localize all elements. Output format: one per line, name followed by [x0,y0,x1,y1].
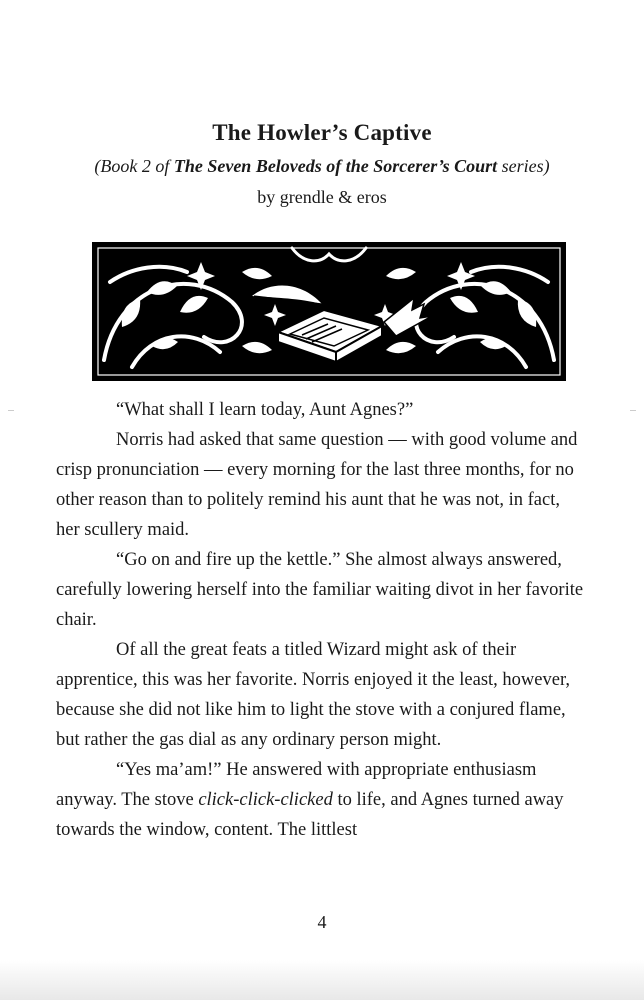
paragraph-segment: Of all the great feats a titled Wizard might ask of their apprentice, this was her favorite. Norris enjoyed it the least, however, because she did not like him to light the stove with a conjured flame, but rather the gas dial as any ordinary person might. [56,640,570,750]
right-edge-mark [630,410,636,411]
paragraph-2 [56,425,588,545]
page-bottom-shadow [0,960,644,1000]
paragraph-segment: “What shall I learn today, Aunt Agnes?” [116,400,414,420]
paragraph-3 [56,545,588,635]
left-edge-mark [8,410,14,411]
paragraph-segment: “Yes ma’am!” He answered with appropriate enthusiasm anyway. The stove [56,760,537,810]
series-subtitle [0,156,644,177]
paragraph-segment: “Go on and fire up the kettle.” She almost always answered, carefully lowering herself into the familiar waiting divot in her favorite chair. [56,550,584,630]
page-number: 4 [317,912,327,932]
paragraph-5 [56,755,588,845]
subtitle-suffix: series) [497,156,550,176]
paragraph-segment: to life, and Agnes turned away towards the window, content. The littlest [56,790,564,840]
subtitle-prefix: (Book 2 of [94,156,174,176]
vine-border-icon [92,242,566,381]
paragraph-segment: Norris had asked that same question — with good volume and crisp pronunciation — every morning for the last three months, for no other reason than to politely remind his aunt that he was not, in fact, her scullery maid. [56,430,578,540]
series-name: The Seven Beloveds of the Sorcerer’s Court [173,156,498,176]
author-byline: by grendle & eros [257,187,387,207]
paragraph-segment: click-click-clicked [198,790,333,810]
body-text [56,395,588,845]
paragraph-4 [56,635,588,755]
book-title: The Howler’s Captive [212,120,432,145]
paragraph-1 [56,395,588,425]
